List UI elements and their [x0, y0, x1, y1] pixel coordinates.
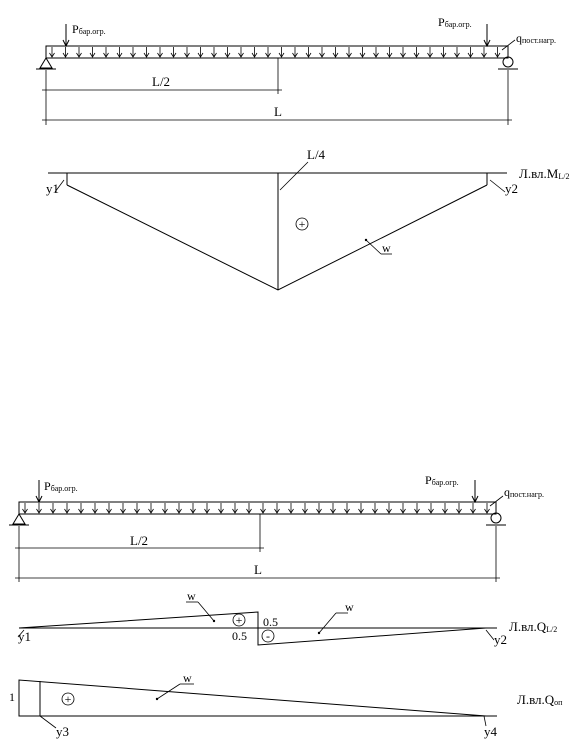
bottom-distributed-load-arrows [23, 503, 490, 513]
q-w-right-label: w [345, 600, 354, 614]
m-center-label: L/4 [307, 147, 326, 162]
m-plus-sign: + [298, 217, 306, 231]
bottom-beam [19, 502, 496, 514]
m-y2-label: y2 [505, 181, 518, 196]
top-pin-support [40, 58, 52, 68]
bottom-beam-scheme [9, 473, 544, 582]
qop-triangle [19, 680, 486, 716]
top-beam [46, 46, 508, 58]
bottom-q-label: qпост.нагр. [504, 485, 545, 499]
bottom-p-left-label: Pбар.огр. [44, 479, 78, 493]
m-title: Л.вл.МL/2 [519, 166, 570, 181]
m-y2-leader [490, 180, 505, 192]
bottom-p-right-label: Pбар.огр. [425, 473, 459, 487]
q-plus-sign: + [235, 613, 243, 627]
shear-support-influence-line [9, 671, 563, 739]
qop-y3-label: y3 [56, 724, 69, 739]
top-distributed-load-arrows [50, 47, 501, 57]
top-beam-scheme [36, 15, 556, 125]
qop-w-leader [157, 684, 180, 699]
top-p-right-label: Pбар.огр. [438, 15, 472, 29]
q-w-left-leader [198, 602, 214, 621]
bottom-pin-support [13, 514, 25, 524]
shear-midspan-influence-line [18, 589, 557, 647]
q-y2-leader [486, 630, 494, 640]
q-title: Л.вл.QL/2 [509, 619, 558, 634]
q-val-top: 0.5 [263, 615, 278, 629]
qop-y3-leader [40, 716, 56, 728]
top-dim-full-label: L [274, 104, 282, 119]
q-y1-label: y1 [18, 629, 31, 644]
moment-influence-line [46, 147, 569, 290]
q-val-bottom: 0.5 [232, 629, 247, 643]
m-w-label: w [382, 241, 391, 255]
q-minus-sign: - [266, 629, 270, 643]
top-p-left-label: Pбар.огр. [72, 22, 106, 36]
bottom-dim-half-label: L/2 [130, 533, 149, 548]
q-y2-label: y2 [494, 632, 507, 647]
m-center-leader [280, 162, 308, 190]
top-dim-half-label: L/2 [152, 74, 171, 89]
top-q-label: qпост.нагр. [516, 31, 557, 45]
m-y1-label: y1 [46, 181, 59, 196]
qop-title: Л.вл.Qоп [517, 692, 563, 707]
q-w-left-label: w [187, 589, 196, 603]
m-triangle [67, 185, 487, 290]
qop-one-label: 1 [9, 690, 15, 704]
q-w-right-leader [319, 613, 336, 633]
bottom-dim-full-label: L [254, 562, 262, 577]
qop-w-label: w [183, 671, 192, 685]
qop-plus-sign: + [64, 692, 72, 706]
qop-y4-label: y4 [484, 724, 497, 739]
